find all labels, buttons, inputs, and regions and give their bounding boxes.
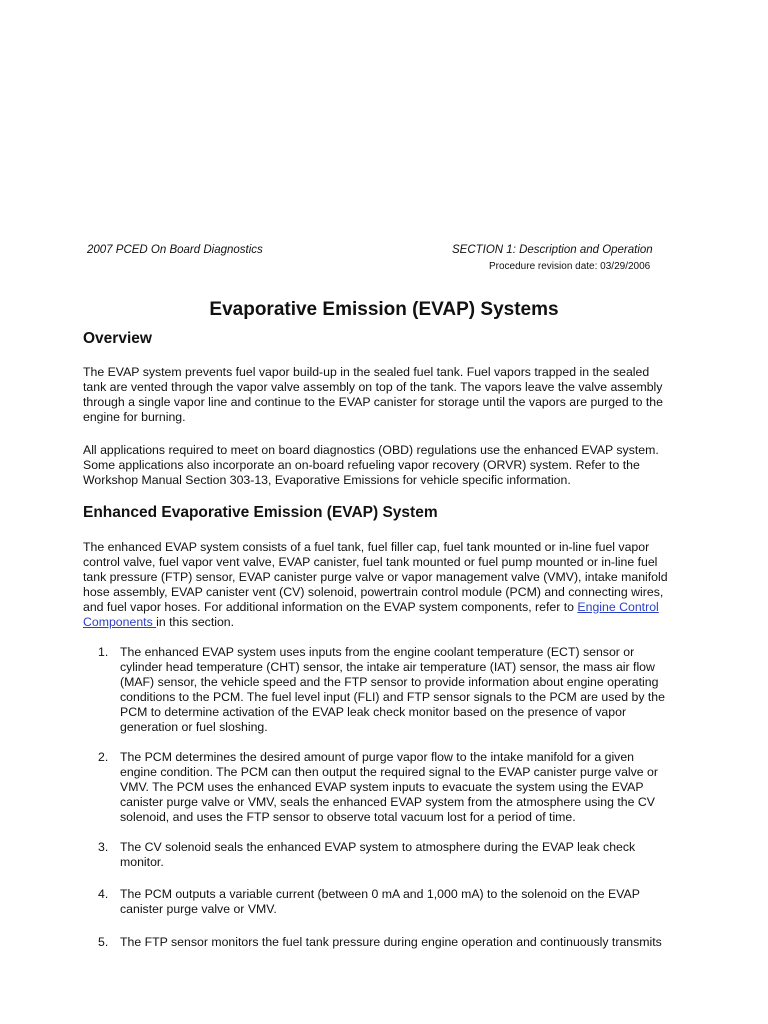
text-line: cylinder head temperature (CHT) sensor, the intake air temperature (IAT) sensor, the mass air flow <box>120 660 655 674</box>
text-line: solenoid, and uses the FTP sensor to observe total vacuum lost for a period of time. <box>120 810 576 824</box>
text-line: Workshop Manual Section 303-13, Evaporative Emissions for vehicle specific information. <box>83 473 571 487</box>
text-line: The FTP sensor monitors the fuel tank pressure during engine operation and continuously transmits <box>120 935 662 949</box>
text-line: The enhanced EVAP system uses inputs from the engine coolant temperature (ECT) sensor or <box>120 645 635 659</box>
running-header-right: SECTION 1: Description and Operation <box>452 244 653 256</box>
text-line: tank pressure (FTP) sensor, EVAP canister purge valve or vapor management valve (VMV), intake manifold <box>83 570 668 584</box>
text-line: The enhanced EVAP system consists of a fuel tank, fuel filler cap, fuel tank mounted or in-line fuel vapor <box>83 540 650 554</box>
list-item-body <box>120 887 640 917</box>
text-line: conditions to the PCM. The fuel level input (FLI) and FTP sensor signals to the PCM are used by the <box>120 690 665 704</box>
section-heading-overview: Overview <box>83 330 152 347</box>
text-line: The CV solenoid seals the enhanced EVAP system to atmosphere during the EVAP leak check <box>120 840 636 854</box>
list-item-body <box>120 750 658 825</box>
page-title: Evaporative Emission (EVAP) Systems <box>209 299 559 320</box>
text-line: (MAF) sensor, the vehicle speed and the FTP sensor to provide information about engine operating <box>120 675 659 689</box>
engine-control-components-link-cont[interactable]: Components <box>83 615 157 629</box>
text-line: VMV. The PCM uses the enhanced EVAP system inputs to evacuate the system using the EVAP <box>120 780 644 794</box>
list-item-number: 3. <box>98 840 109 854</box>
list-item-body <box>120 645 665 735</box>
text-line: The PCM outputs a variable current (between 0 mA and 1,000 mA) to the solenoid on the EVAP <box>120 887 640 901</box>
list-item-number: 5. <box>98 935 109 949</box>
section-heading-enhanced-evap: Enhanced Evaporative Emission (EVAP) System <box>83 504 438 521</box>
text-line: control valve, fuel vapor vent valve, EVAP canister, fuel tank mounted or fuel pump mounted or in-line fuel <box>83 555 658 569</box>
text-line: engine for burning. <box>83 410 186 424</box>
text-line: tank are vented through the vapor valve assembly on top of the tank. The vapors leave the valve assembly <box>83 380 663 394</box>
text-line: monitor. <box>120 855 164 869</box>
text-line: All applications required to meet on board diagnostics (OBD) regulations use the enhanced EVAP system. <box>83 443 659 457</box>
text-fragment: and fuel vapor hoses. For additional information on the EVAP system components, refer to <box>83 600 578 614</box>
text-line: generation or fuel sloshing. <box>120 720 268 734</box>
list-item-body <box>120 935 662 950</box>
text-line: hose assembly, EVAP canister vent (CV) solenoid, powertrain control module (PCM) and connecting wires, <box>83 585 664 599</box>
overview-paragraph-1 <box>83 365 683 425</box>
list-item-number: 1. <box>98 645 109 659</box>
list-item-number: 2. <box>98 750 109 764</box>
list-item-number: 4. <box>98 887 109 901</box>
text-line: canister purge valve or VMV. <box>120 902 277 916</box>
engine-control-components-link[interactable]: Engine Control <box>577 600 659 614</box>
revision-date: Procedure revision date: 03/29/2006 <box>489 261 651 272</box>
text-line: Some applications also incorporate an on-board refueling vapor recovery (ORVR) system. Refer to the <box>83 458 640 472</box>
text-line: The PCM determines the desired amount of purge vapor flow to the intake manifold for a given <box>120 750 635 764</box>
text-line: through a single vapor line and continue to the EVAP canister for storage until the vapors are purged to the <box>83 395 663 409</box>
text-line: PCM to determine activation of the EVAP leak check monitor based on the presence of vapor <box>120 705 627 719</box>
text-fragment: in this section. <box>156 615 235 629</box>
enhanced-evap-paragraph <box>83 540 683 630</box>
list-item-body <box>120 840 635 870</box>
text-line <box>83 600 683 615</box>
text-line <box>83 615 683 630</box>
text-line: The EVAP system prevents fuel vapor build-up in the sealed fuel tank. Fuel vapors trapped in the sealed <box>83 365 650 379</box>
running-header-left: 2007 PCED On Board Diagnostics <box>87 244 263 256</box>
overview-paragraph-2 <box>83 443 683 488</box>
text-line: canister purge valve or VMV, seals the enhanced EVAP system from the atmosphere using the CV <box>120 795 655 809</box>
text-line: engine condition. The PCM can then output the required signal to the EVAP canister purge valve or <box>120 765 658 779</box>
